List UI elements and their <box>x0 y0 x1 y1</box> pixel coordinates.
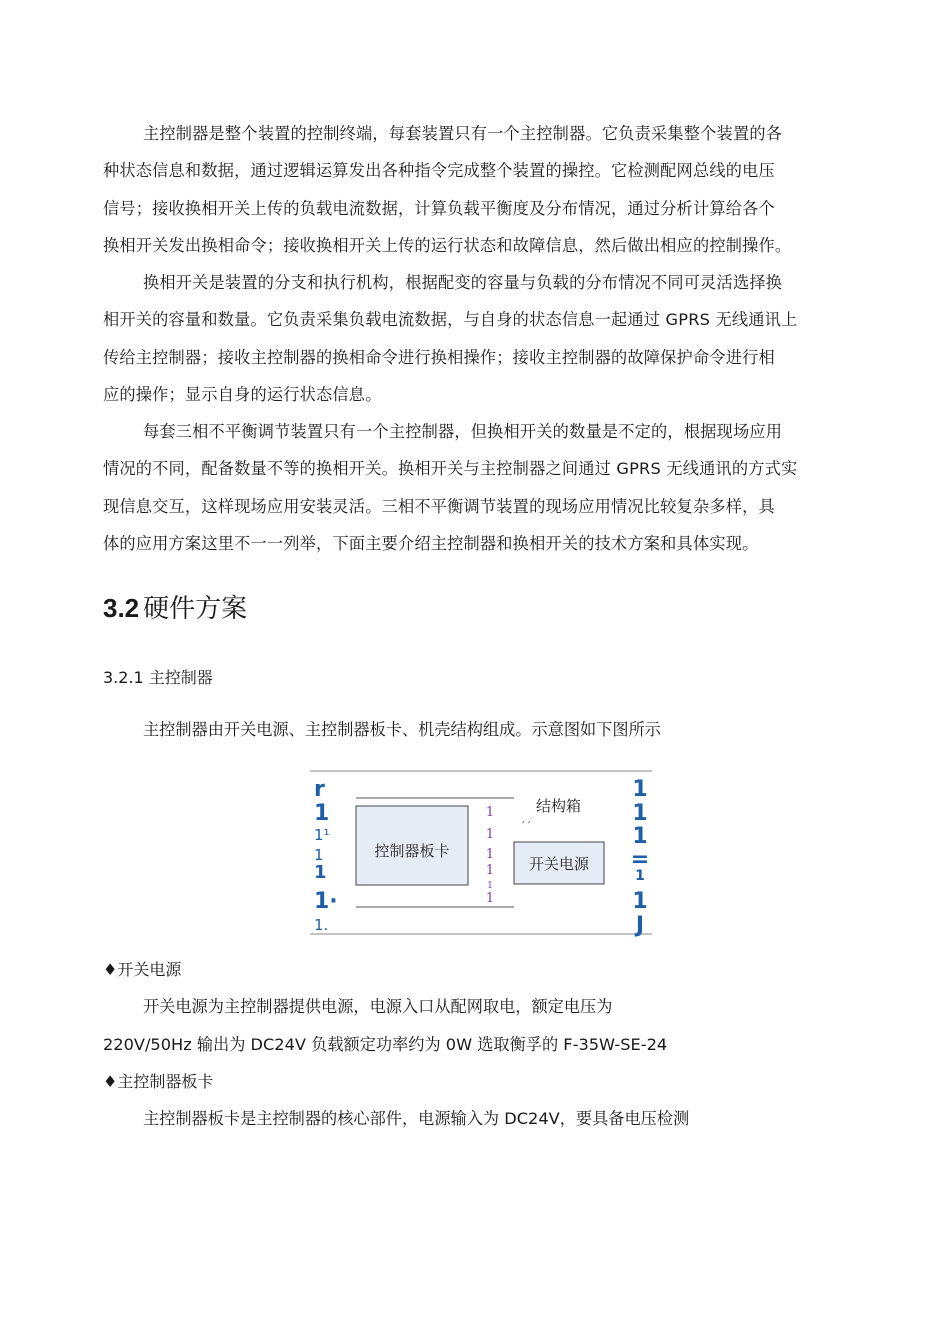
section-title: 硬件方案 <box>143 594 248 624</box>
right-mark: 1 <box>632 824 648 849</box>
right-mark: 1 <box>632 801 648 826</box>
paragraph-line: 信号；接收换相开关上传的负载电流数据，计算负载平衡度及分布情况，通过分析计算给各个 <box>103 198 775 218</box>
left-mark: 1 <box>314 862 327 883</box>
right-mark: 1 <box>635 868 645 884</box>
bullet-line: 主控制器板卡是主控制器的核心部件，电源输入为 DC24V，要具备电压检测 <box>143 1109 690 1128</box>
left-mark: 1¹ <box>314 826 330 844</box>
paragraph-line: 应的操作；显示自身的运行状态信息。 <box>103 385 382 405</box>
subsection-heading: 3.2.1 主控制器 <box>103 668 213 687</box>
bullet-title-board: ♦主控制器板卡 <box>103 1072 214 1091</box>
diagram-intro-text: 主控制器由开关电源、主控制器板卡、机壳结构组成。示意图如下图所示 <box>143 720 661 739</box>
mid-mark: 1 <box>485 827 495 842</box>
paragraph-line: 现信息交互，这样现场应用安装灵活。三相不平衡调节装置的现场应用情况比较复杂多样，具 <box>103 496 775 516</box>
section-heading <box>103 588 247 629</box>
left-mark: r <box>314 777 325 802</box>
left-mark: 1 <box>314 801 330 826</box>
paragraph-phase-switch <box>103 264 859 414</box>
mid-mark: 1 <box>487 881 493 891</box>
paragraph-device-overview <box>103 413 859 563</box>
paragraph-line: 相开关的容量和数量。它负责采集负载电流数据，与自身的状态信息一起通过 GPRS 无线通讯上 <box>103 310 798 330</box>
right-mark: 1 <box>632 889 648 914</box>
bullet-title-psu: ♦开关电源 <box>103 960 182 979</box>
mid-mark: 1 <box>485 863 495 878</box>
paragraph-line: 体的应用方案这里不一一列举，下面主要介绍主控制器和换相开关的技术方案和具体实现。 <box>103 534 759 554</box>
section-number: 3.2 <box>103 593 140 623</box>
paragraph-line: 主控制器是整个装置的控制终端，每套装置只有一个主控制器。它负责采集整个装置的各 <box>143 124 783 143</box>
paragraph-line: 种状态信息和数据，通过逻辑运算发出各种指令完成整个装置的操控。它检测配网总线的电压 <box>103 161 775 181</box>
paragraph-line: 换相开关是装置的分支和执行机构，根据配变的容量与负载的分布情况不同可灵活选择换 <box>143 273 783 292</box>
paragraph-line: 传给主控制器；接收主控制器的换相命令进行换相操作；接收主控制器的故障保护命令进行相 <box>103 347 775 367</box>
right-mark: = <box>630 847 650 872</box>
bullet-line: 220V/50Hz 输出为 DC24V 负载额定功率约为 0W 选取衡孚的 F-35W-SE-24 <box>103 1035 668 1054</box>
left-mark: 1. <box>314 916 329 934</box>
paragraph-line: 情况的不同，配备数量不等的换相开关。换相开关与主控制器之间通过 GPRS 无线通讯的方式实 <box>103 459 798 479</box>
mid-mark: 1 <box>485 891 495 906</box>
left-mark: 1 <box>314 846 324 864</box>
mid-mark: 1 <box>485 847 495 862</box>
outer-box-label: 结构箱 <box>536 797 582 815</box>
dots-mark: , , <box>522 815 531 825</box>
board-label: 控制器板卡 <box>374 842 450 860</box>
mid-mark: 1 <box>485 805 495 820</box>
psu-label: 开关电源 <box>528 855 590 873</box>
left-mark: 1· <box>314 889 338 914</box>
paragraph-line: 换相开关发出换相命令；接收换相开关上传的运行状态和故障信息，然后做出相应的控制操作。 <box>103 236 792 256</box>
right-mark: J <box>635 913 645 938</box>
bullet-line: 开关电源为主控制器提供电源，电源入口从配网取电，额定电压为 <box>143 997 613 1016</box>
right-mark: 1 <box>632 777 648 802</box>
paragraph-main-controller <box>103 115 859 265</box>
paragraph-line: 每套三相不平衡调节装置只有一个主控制器，但换相开关的数量是不定的，根据现场应用 <box>143 422 783 441</box>
structure-diagram <box>300 764 660 940</box>
